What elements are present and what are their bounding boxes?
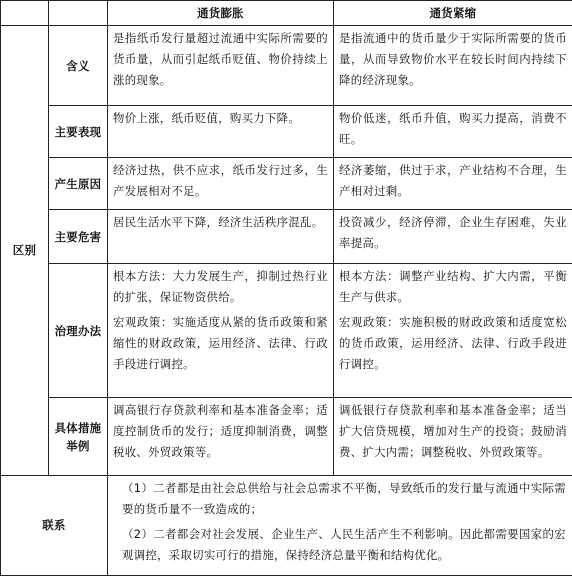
cell-deflation-manifestation: 物价低迷，纸币升值，购买力提高，消费不旺。 <box>334 106 572 158</box>
deflation-remedy-macro-policy: 宏观政策：实施积极的财政政策和适度宽松的货币政策，运用经济、法律、行政手段进行调控。 <box>339 315 567 371</box>
inflation-remedy-macro-policy: 宏观政策：实施适度从紧的货币政策和紧缩性的财政政策，运用经济、法律、行政手段进行调控。 <box>113 315 328 371</box>
deflation-remedy-fundamental: 根本方法：调整产业结构、扩大内需，平衡生产与供求。 <box>339 269 567 304</box>
cell-inflation-manifestation: 物价上涨，纸币贬值，购买力下降。 <box>108 106 334 158</box>
cell-inflation-definition: 是指纸币发行量超过流通中实际所需要的货币量，从而引起纸币贬值、物价持续上涨的现象。 <box>108 26 334 106</box>
cell-deflation-harm: 投资减少，经济停滞，企业生存困难，失业率提高。 <box>334 210 572 264</box>
cell-connection <box>108 476 572 576</box>
header-inflation: 通货膨胀 <box>108 1 334 26</box>
cell-inflation-cause: 经济过热，供不应求，纸币发行过多，生产发展相对不足。 <box>108 158 334 210</box>
inflation-remedy-fundamental: 根本方法：大力发展生产，抑制过热行业的扩张，保证物资供给。 <box>113 269 328 304</box>
row-label-examples: 具体措施举例 <box>49 398 108 476</box>
cell-inflation-examples: 调高银行存贷款利率和基本准备金率；适度控制货币的发行；适度抑制消费，调整税收、外贸政策等。 <box>108 398 334 476</box>
cell-deflation-remedy <box>334 264 572 398</box>
row-manifestation <box>1 106 572 158</box>
header-row <box>1 1 572 26</box>
row-label-remedy: 治理办法 <box>49 264 108 398</box>
row-remedy <box>1 264 572 398</box>
row-harm <box>1 210 572 264</box>
header-empty-1 <box>1 1 49 26</box>
row-examples <box>1 398 572 476</box>
row-definition <box>1 26 572 106</box>
connection-point-1: （1）二者都是由社会总供给与社会总需求不平衡，导致纸币的发行量与流通中实际需要的货币量不一致造成的； <box>122 481 566 516</box>
cell-deflation-cause: 经济萎缩，供过于求，产业结构不合理，生产相对过剩。 <box>334 158 572 210</box>
row-label-cause: 产生原因 <box>49 158 108 210</box>
cell-deflation-examples: 调低银行存贷款利率和基本准备金率；适当扩大信贷规模，增加对生产的投资；鼓励消费、扩大内需；调整税收、外贸政策等。 <box>334 398 572 476</box>
cell-inflation-harm: 居民生活水平下降，经济生活秩序混乱。 <box>108 210 334 264</box>
row-cause <box>1 158 572 210</box>
connection-label: 联系 <box>1 476 108 576</box>
row-label-definition: 含义 <box>49 26 108 106</box>
row-connection <box>1 476 572 576</box>
header-empty-2 <box>49 1 108 26</box>
cell-inflation-remedy <box>108 264 334 398</box>
connection-point-2: （2）二者都会对社会发展、企业生产、人民生活产生不利影响。因此都需要国家的宏观调控，采取切实可行的措施，保持经济总量平衡和结构优化。 <box>122 527 566 562</box>
section-label-difference: 区别 <box>1 26 49 476</box>
row-label-harm: 主要危害 <box>49 210 108 264</box>
header-deflation: 通货紧缩 <box>334 1 572 26</box>
cell-deflation-definition: 是指流通中的货币量少于实际所需要的货币量，从而导致物价水平在较长时间内持续下降的经济现象。 <box>334 26 572 106</box>
row-label-manifestation: 主要表现 <box>49 106 108 158</box>
